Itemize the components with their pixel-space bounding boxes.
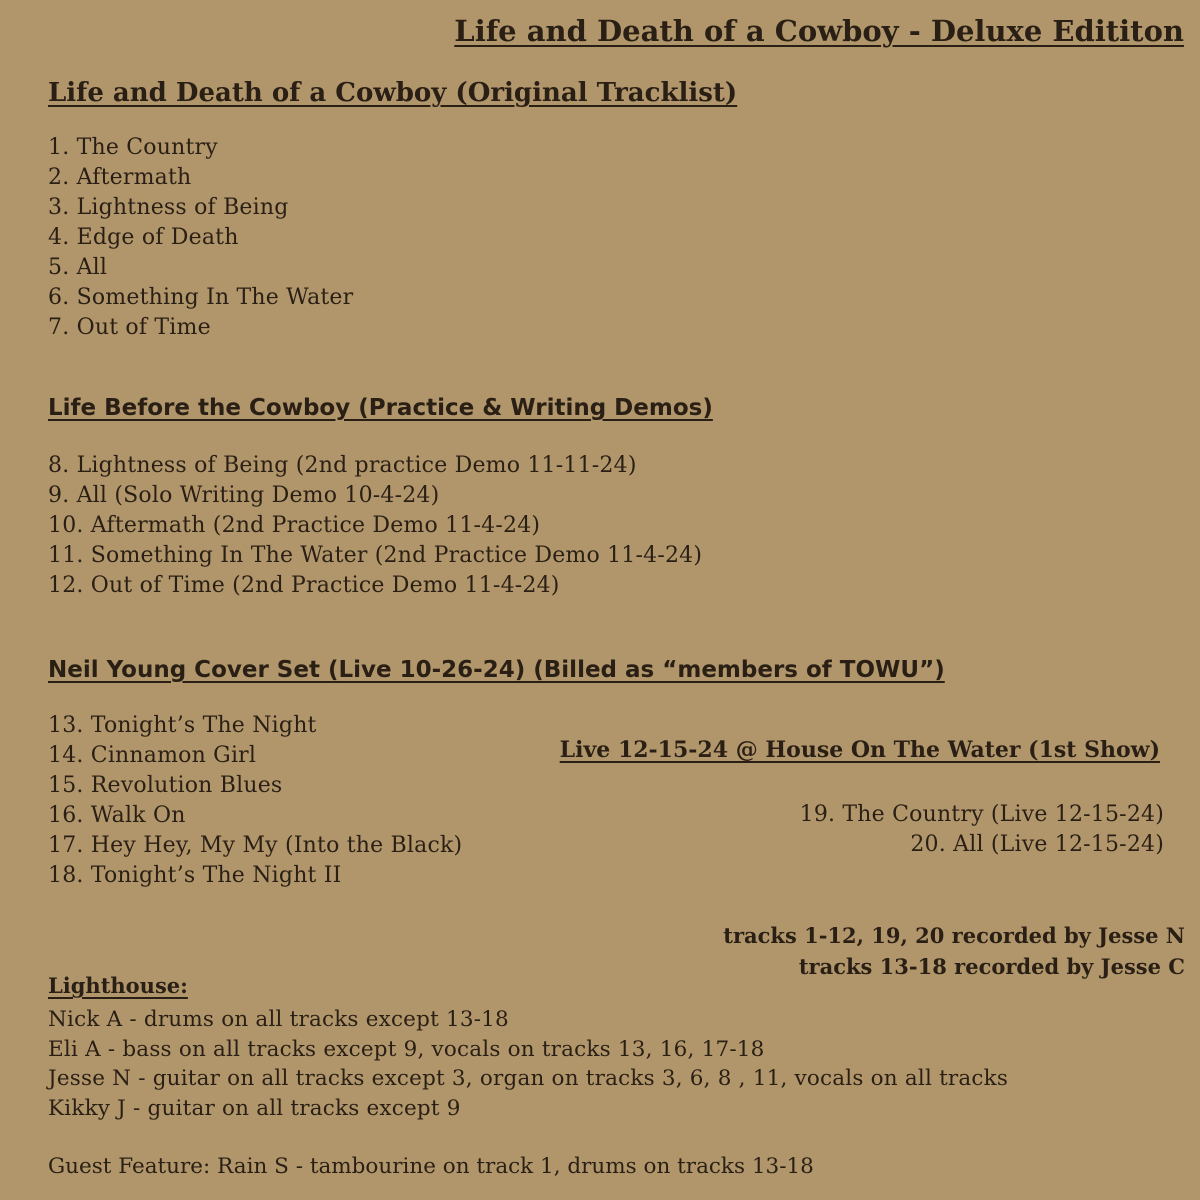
track-item: 18. Tonight’s The Night II [48, 863, 342, 888]
track-item: 20. All (Live 12-15-24) [910, 832, 1164, 857]
member-credit: Kikky J - guitar on all tracks except 9 [48, 1095, 461, 1121]
track-item: 19. The Country (Live 12-15-24) [799, 802, 1164, 827]
live-tracklist [800, 800, 1164, 860]
band-title: Lighthouse: [48, 973, 188, 998]
track-item: 5. All [48, 255, 108, 280]
recording-credit: tracks 1-12, 19, 20 recorded by Jesse N [723, 923, 1185, 948]
track-item: 1. The Country [48, 135, 218, 160]
track-item: 17. Hey Hey, My My (Into the Black) [48, 833, 463, 858]
track-item: 8. Lightness of Being (2nd practice Demo 11-11-24) [48, 453, 637, 478]
original-section-title: Life and Death of a Cowboy (Original Tracklist) [48, 78, 738, 108]
track-item: 9. All (Solo Writing Demo 10-4-24) [48, 483, 440, 508]
member-credit: Nick A - drums on all tracks except 13-18 [48, 1007, 509, 1032]
demos-tracklist [48, 451, 702, 601]
neil-young-section-title: Neil Young Cover Set (Live 10-26-24) (Billed as “members of TOWU”) [48, 657, 945, 683]
recording-credit: tracks 13-18 recorded by Jesse C [798, 954, 1185, 979]
guest-credit: Guest Feature: Rain S - tambourine on track 1, drums on tracks 13-18 [48, 1154, 814, 1179]
live-section-title: Live 12-15-24 @ House On The Water (1st Show) [559, 737, 1160, 763]
band-members [48, 1005, 1008, 1123]
track-item: 7. Out of Time [48, 315, 211, 340]
album-title: Life and Death of a Cowboy - Deluxe Edititon [454, 14, 1184, 48]
member-credit: Jesse N - guitar on all tracks except 3, organ on tracks 3, 6, 8 , 11, vocals on all tracks [48, 1066, 1009, 1091]
track-item: 13. Tonight’s The Night [48, 713, 317, 738]
track-item: 16. Walk On [48, 803, 186, 828]
track-item: 2. Aftermath [48, 165, 192, 190]
track-item: 6. Something In The Water [48, 285, 354, 310]
track-item: 14. Cinnamon Girl [48, 743, 257, 768]
track-item: 11. Something In The Water (2nd Practice Demo 11-4-24) [48, 543, 703, 568]
track-item: 3. Lightness of Being [48, 195, 289, 220]
track-item: 4. Edge of Death [48, 225, 239, 250]
original-tracklist [48, 133, 353, 343]
member-credit: Eli A - bass on all tracks except 9, vocals on tracks 13, 16, 17-18 [48, 1036, 765, 1062]
neil-young-tracklist [48, 711, 462, 891]
demos-section-title: Life Before the Cowboy (Practice & Writing Demos) [48, 395, 713, 421]
track-item: 12. Out of Time (2nd Practice Demo 11-4-24) [48, 573, 560, 598]
track-item: 15. Revolution Blues [48, 773, 283, 798]
track-item: 10. Aftermath (2nd Practice Demo 11-4-24) [48, 513, 541, 538]
